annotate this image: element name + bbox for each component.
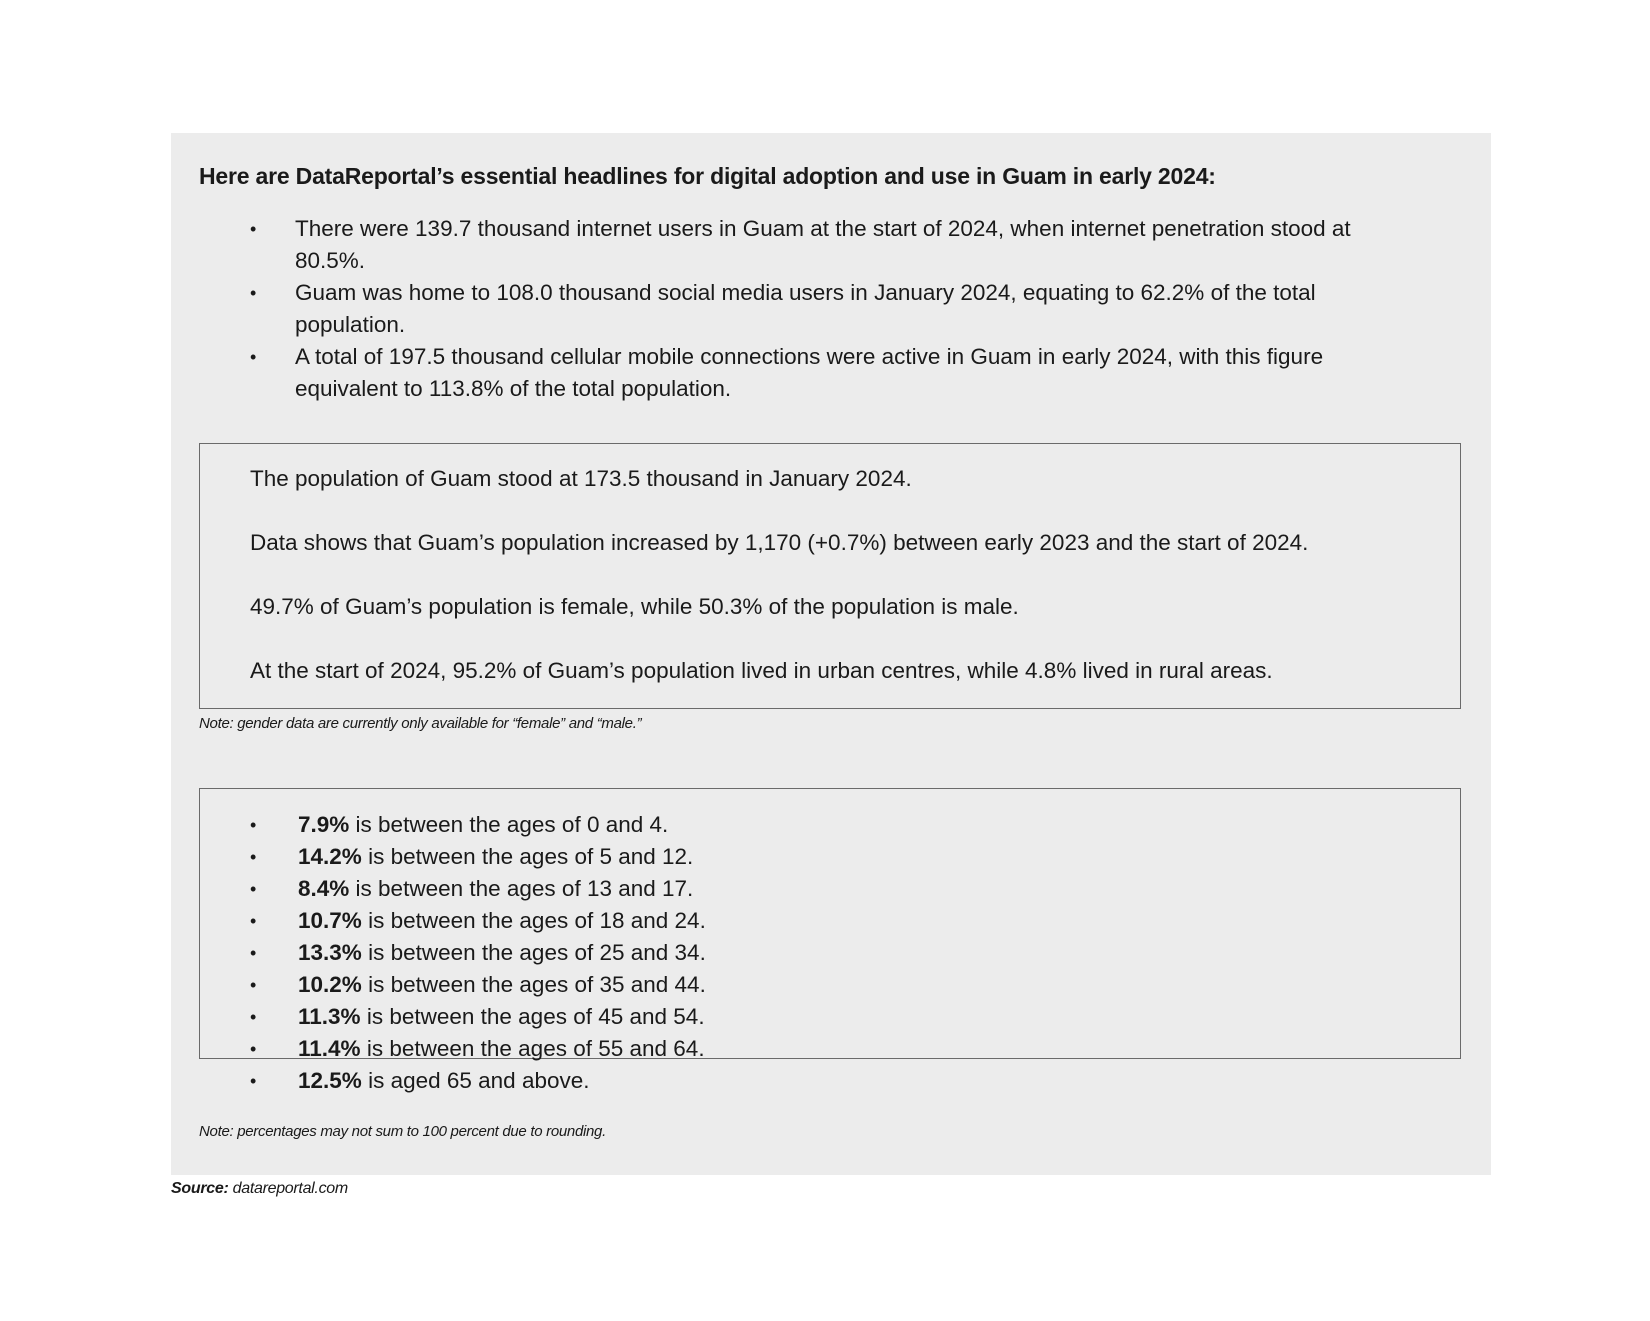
population-line: The population of Guam stood at 173.5 thousand in January 2024. xyxy=(250,466,912,491)
age-text: is between the ages of 18 and 24. xyxy=(361,908,706,933)
age-item xyxy=(200,905,1460,937)
age-percent: 10.2% xyxy=(298,972,362,997)
bullet-icon: • xyxy=(250,283,257,303)
age-percent: 12.5% xyxy=(298,1068,362,1093)
bullet-icon: • xyxy=(250,911,257,931)
age-item xyxy=(200,1065,1460,1097)
bullet-icon: • xyxy=(250,219,257,239)
source-link[interactable]: datareportal.com xyxy=(228,1180,348,1197)
age-percent: 11.3% xyxy=(298,1004,361,1029)
bullet-icon: • xyxy=(250,1039,257,1059)
age-text: is between the ages of 5 and 12. xyxy=(361,844,694,869)
population-line: Data shows that Guam’s population increased by 1,170 (+0.7%) between early 2023 and the start of 2024. xyxy=(250,530,1309,555)
list-item-text: Guam was home to 108.0 thousand social media users in January 2024, equating to 62.2% of the total population. xyxy=(295,280,1316,337)
bullet-icon: • xyxy=(250,975,257,995)
age-text: is aged 65 and above. xyxy=(361,1068,590,1093)
bullet-icon: • xyxy=(250,943,257,963)
source-line xyxy=(171,1180,348,1198)
list-item-text: There were 139.7 thousand internet users in Guam at the start of 2024, when internet penetration stood at 80.5%. xyxy=(295,216,1351,273)
age-text: is between the ages of 0 and 4. xyxy=(349,812,669,837)
source-label: Source: xyxy=(171,1180,229,1197)
age-percent: 11.4% xyxy=(298,1036,361,1061)
list-item-text: A total of 197.5 thousand cellular mobile connections were active in Guam in early 2024, with this figure equivalent to 113.8% of the total population. xyxy=(295,344,1324,401)
population-box xyxy=(199,443,1461,709)
age-item xyxy=(200,937,1460,969)
age-percent: 10.7% xyxy=(298,908,362,933)
age-box xyxy=(199,788,1461,1093)
age-text: is between the ages of 35 and 44. xyxy=(361,972,706,997)
bullet-icon: • xyxy=(250,815,257,835)
list-item xyxy=(171,341,1491,405)
age-percent: 8.4% xyxy=(298,876,350,901)
age-item xyxy=(200,873,1460,905)
bullet-icon: • xyxy=(250,347,257,367)
gender-note: Note: gender data are currently only available for “female” and “male.” xyxy=(199,715,642,732)
rounding-note: Note: percentages may not sum to 100 percent due to rounding. xyxy=(199,1123,606,1140)
headline: Here are DataReportal’s essential headlines for digital adoption and use in Guam in early 2024: xyxy=(199,163,1216,189)
age-item xyxy=(200,1001,1460,1033)
age-percent: 14.2% xyxy=(298,844,362,869)
age-item xyxy=(200,1033,1460,1065)
age-text: is between the ages of 25 and 34. xyxy=(361,940,706,965)
age-text: is between the ages of 13 and 17. xyxy=(349,876,694,901)
age-list xyxy=(200,809,1460,1097)
age-item xyxy=(200,809,1460,841)
bullet-icon: • xyxy=(250,1071,257,1091)
list-item xyxy=(171,213,1491,277)
bullet-icon: • xyxy=(250,1007,257,1027)
age-item xyxy=(200,841,1460,873)
age-item xyxy=(200,969,1460,1001)
list-item xyxy=(171,277,1491,341)
population-line: At the start of 2024, 95.2% of Guam’s population lived in urban centres, while 4.8% lived in rural areas. xyxy=(250,658,1273,683)
age-percent: 7.9% xyxy=(298,812,350,837)
bullet-icon: • xyxy=(250,879,257,899)
population-line: 49.7% of Guam’s population is female, while 50.3% of the population is male. xyxy=(250,594,1019,619)
age-percent: 13.3% xyxy=(298,940,362,965)
age-text: is between the ages of 45 and 54. xyxy=(360,1004,705,1029)
bullet-icon: • xyxy=(250,847,257,867)
age-text: is between the ages of 55 and 64. xyxy=(360,1036,705,1061)
content-panel xyxy=(171,133,1491,1175)
headline-list xyxy=(171,213,1491,405)
